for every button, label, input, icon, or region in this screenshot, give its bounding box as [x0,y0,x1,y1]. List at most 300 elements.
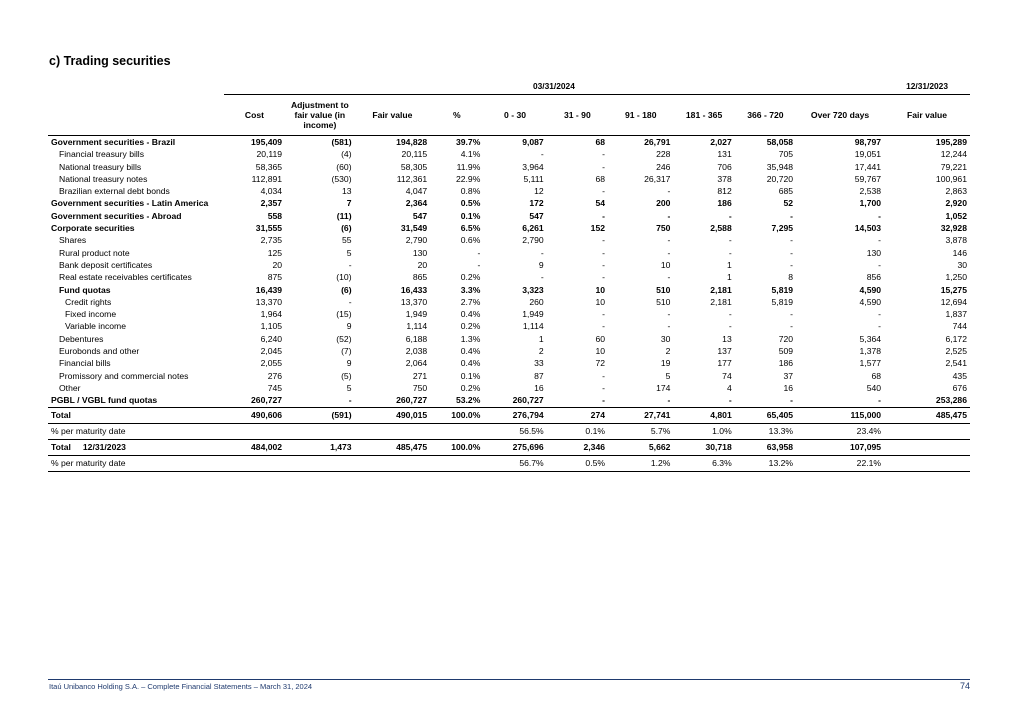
table-cell: - [878,210,882,221]
table-cell: 2,181 [710,284,732,295]
table-cell: - [602,382,606,393]
row-label: Fixed income [65,309,117,320]
table-cell: 19 [660,358,671,369]
table-cell: 0.1% [460,210,481,221]
table-cell: 1 [726,259,732,270]
table-cell: 131 [717,149,732,160]
table-cell: (530) [331,173,352,184]
row-label: Government securities - Abroad [51,210,182,221]
table-cell: 59,767 [854,173,882,184]
table-cell: 720 [778,333,794,344]
table-cell: 55 [342,235,352,246]
table-cell: - [540,149,544,160]
table-cell: 12,694 [940,296,967,307]
table-cell: - [667,247,671,258]
table-cell: 275,696 [483,439,546,455]
table-cell: 6,188 [405,333,428,344]
footer-text: Itaú Unibanco Holding S.A. – Complete Financial Statements – March 31, 2024 [49,682,313,691]
table-cell: 100.0% [430,407,483,423]
table-cell: 13.2% [735,455,796,471]
period-prior-header: 12/31/2023 [884,79,970,95]
column-header: Fair value [355,95,431,136]
table-cell: 435 [952,370,967,381]
table-cell: - [667,395,671,406]
column-header: Fair value [884,95,970,136]
table-cell: 0.4% [460,309,481,320]
table-cell: (4) [341,149,352,160]
table-cell: - [878,235,882,246]
table-row [48,345,970,357]
table-cell: (10) [336,272,352,283]
table-cell: 7,295 [771,223,794,234]
table-cell: 10 [595,296,606,307]
table-cell [355,423,431,439]
table-row [48,185,970,197]
table-cell: 0.1% [547,423,608,439]
table-cell: 16 [534,382,544,393]
table-cell [224,455,285,471]
table-cell: 2,863 [945,186,967,197]
table-cell: 705 [778,149,794,160]
table-cell: 0.1% [460,370,481,381]
table-cell: 98,797 [796,136,884,149]
table-cell: (52) [336,333,352,344]
table-cell: - [602,247,606,258]
table-cell: 485,475 [355,439,431,455]
table-cell: - [790,309,794,320]
table-cell: 260,727 [512,395,544,406]
table-cell: 56.5% [483,423,546,439]
table-cell: 8 [788,272,794,283]
table-row [48,370,970,382]
column-header: Adjustment to fair value (in income) [285,95,354,136]
table-cell: 2,064 [405,358,428,369]
table-cell: 152 [590,223,606,234]
table-cell: 26,317 [644,173,671,184]
table-cell: 63,958 [735,439,796,455]
table-cell: 2 [665,346,671,357]
table-cell: - [667,309,671,320]
table-cell: 60 [595,333,606,344]
table-cell: 260,727 [396,395,428,406]
table-cell [884,423,970,439]
table-cell: 9 [538,259,544,270]
table-cell: 490,606 [224,407,285,423]
table-cell: 5.7% [608,423,673,439]
table-cell: 685 [778,186,794,197]
table-cell: 56.7% [483,455,546,471]
table-row [48,136,970,149]
table-cell: - [878,321,882,332]
table-cell: 1,052 [945,210,967,221]
table-cell: 13.3% [735,423,796,439]
table-cell: 246 [656,161,671,172]
table-cell: 2,790 [405,235,428,246]
table-cell: 1,837 [945,309,967,320]
table-cell: 10 [595,284,606,295]
table-cell: 3,878 [945,235,967,246]
table-cell: 3.3% [460,284,481,295]
table-cell: 195,289 [884,136,970,149]
table-cell: 5,111 [523,173,544,184]
table-cell: - [790,321,794,332]
table-row [48,247,970,259]
table-row [48,271,970,283]
table-cell: 812 [717,186,732,197]
column-header: 366 - 720 [735,95,796,136]
table-row [48,234,970,246]
table-cell: 2 [538,346,544,357]
table-cell: 186 [778,358,794,369]
table-cell: 547 [412,210,428,221]
column-header: 31 - 90 [547,95,608,136]
table-cell: 195,409 [224,136,285,149]
pct-maturity-prior-row [48,455,970,471]
table-cell: 31,549 [400,223,428,234]
row-label: Total [48,407,224,423]
table-cell: 2,538 [859,186,882,197]
table-cell: 30,718 [673,439,734,455]
table-cell: - [602,370,606,381]
table-cell: 1,378 [859,346,882,357]
table-cell: - [667,235,671,246]
table-cell: 58,305 [400,161,428,172]
table-cell: 5 [346,382,352,393]
table-cell [430,455,483,471]
table-cell: - [728,321,732,332]
table-cell: - [348,296,352,307]
column-header: % [430,95,483,136]
table-cell: 10 [595,346,606,357]
table-cell: 0.4% [460,358,481,369]
section-title: c) Trading securities [49,54,171,68]
table-cell: - [790,210,794,221]
table-cell: 484,002 [224,439,285,455]
row-label: Bank deposit certificates [59,259,153,270]
column-header: 91 - 180 [608,95,673,136]
period-current-header: 03/31/2024 [224,79,884,95]
table-cell: 130 [412,247,428,258]
table-cell: 58,058 [735,136,796,149]
table-cell: 1.0% [673,423,734,439]
table-row [48,210,970,222]
table-row [48,357,970,369]
table-cell: - [667,186,671,197]
table-cell: (5) [341,370,352,381]
table-cell: 9 [346,358,352,369]
table-cell: 68 [871,370,882,381]
table-cell [285,455,354,471]
table-cell: 16,433 [400,284,428,295]
table-cell: 2,038 [405,346,428,357]
table-cell: 146 [952,247,967,258]
table-cell: 2,920 [945,198,967,209]
table-cell: - [878,395,882,406]
row-label: Shares [59,235,87,246]
table-cell: 856 [866,272,882,283]
table-cell [224,423,285,439]
table-cell: 53.2% [455,395,481,406]
table-cell: 750 [412,382,428,393]
table-cell: 54 [595,198,606,209]
table-cell: 35,948 [766,161,794,172]
table-row [48,222,970,234]
row-label-date: 12/31/2023 [82,441,126,452]
table-cell: - [602,210,606,221]
table-cell: 19,051 [854,149,882,160]
table-cell: 5,819 [771,296,794,307]
table-cell: 6,261 [522,223,544,234]
table-cell: 706 [717,161,732,172]
table-cell: 0.6% [460,235,481,246]
table-cell: - [728,247,732,258]
table-cell: 174 [656,382,671,393]
column-header: Over 720 days [796,95,884,136]
table-cell: (7) [341,346,352,357]
table-cell: 200 [656,198,671,209]
table-cell: 16,439 [255,284,283,295]
table-cell: 1,114 [522,321,544,332]
row-label-text: Total [51,441,71,452]
table-cell: 274 [547,407,608,423]
row-label: Brazilian external debt bonds [59,186,170,197]
table-cell: 14,503 [854,223,882,234]
table-cell: - [602,321,606,332]
table-cell: 1,964 [260,309,283,320]
row-label: % per maturity date [48,423,224,439]
table-cell: - [878,259,882,270]
table-cell: 65,405 [735,407,796,423]
table-cell: - [878,309,882,320]
table-cell: 1,250 [945,272,967,283]
table-cell: - [667,272,671,283]
table-cell: 52 [783,198,794,209]
row-label: Variable income [65,321,126,332]
table-cell: 30 [660,333,671,344]
row-label: Government securities - Brazil [48,136,224,149]
table-cell: - [728,309,732,320]
table-cell: 1,473 [285,439,354,455]
table-cell: 2,364 [405,198,428,209]
table-cell: 9,087 [483,136,546,149]
table-cell: - [540,272,544,283]
table-cell: 2,346 [547,439,608,455]
table-cell: 20,119 [256,149,283,160]
table-cell: 5,364 [859,333,882,344]
table-cell: 1.3% [460,333,481,344]
table-cell: - [790,247,794,258]
table-cell: 5,819 [771,284,794,295]
table-cell: 260,727 [251,395,283,406]
table-cell: 68 [595,173,606,184]
table-row [48,284,970,296]
table-cell: - [602,235,606,246]
row-label: Financial bills [59,358,111,369]
table-cell: 1,949 [522,309,544,320]
table-cell: 2,541 [945,358,967,369]
table-cell: 0.8% [460,186,481,197]
table-cell: 1.2% [608,455,673,471]
table-row [48,308,970,320]
table-cell: 15,275 [940,284,967,295]
row-label: National treasury notes [59,173,148,184]
table-cell [884,439,970,455]
row-label: Rural product note [59,247,130,258]
table-cell: (581) [285,136,354,149]
trading-securities-table [48,79,970,472]
table-cell: 6.5% [460,223,481,234]
table-cell: 2,357 [260,198,283,209]
table-cell: 5,662 [608,439,673,455]
table-cell [430,423,483,439]
table-cell: 9 [346,321,352,332]
row-label: Credit rights [65,296,112,307]
row-label [48,439,224,455]
table-cell: 27,741 [608,407,673,423]
table-cell: 16 [783,382,794,393]
table-cell: - [790,395,794,406]
table-cell: 20 [272,259,283,270]
table-cell: 125 [267,247,283,258]
table-cell: 558 [267,210,283,221]
table-cell: 6.3% [673,455,734,471]
table-cell: 12 [534,186,544,197]
table-row [48,197,970,209]
table-cell: 2,055 [260,358,283,369]
table-cell: 186 [717,198,732,209]
table-cell: 26,791 [608,136,673,149]
table-cell: - [728,395,732,406]
table-cell: 12,244 [940,149,967,160]
column-header: 181 - 365 [673,95,734,136]
column-header: Cost [224,95,285,136]
table-cell: 276 [267,370,283,381]
table-row [48,173,970,185]
table-cell: 58,365 [255,161,283,172]
table-cell: 2.7% [460,296,481,307]
table-cell: (591) [285,407,354,423]
table-cell: 37 [783,370,794,381]
table-cell: 39.7% [430,136,483,149]
table-cell: 4,590 [859,284,882,295]
table-cell: 79,221 [940,161,967,172]
table-row [48,161,970,173]
table-cell: 6,172 [945,333,967,344]
table-cell: - [728,235,732,246]
table-row [48,394,970,407]
table-cell: 0.5% [460,198,481,209]
table-cell: 4,590 [859,296,882,307]
table-cell: 172 [529,198,544,209]
row-label: % per maturity date [48,455,224,471]
table-row [48,320,970,332]
table-cell: 7 [346,198,352,209]
table-cell: 137 [717,346,732,357]
table-cell: 30 [957,259,967,270]
period-header-row [48,79,970,95]
table-cell: 31,555 [255,223,283,234]
table-cell: 875 [267,272,283,283]
table-cell: 1 [726,272,732,283]
table-cell: (11) [336,210,352,221]
table-cell: 20 [417,259,428,270]
table-cell: 1,577 [859,358,882,369]
table-cell: 3,323 [522,284,544,295]
table-cell: 87 [534,370,544,381]
table-cell: (6) [341,284,352,295]
row-label: Real estate receivables certificates [59,272,192,283]
table-cell: 1,949 [405,309,428,320]
table-row [48,333,970,345]
table-cell: 2,525 [945,346,967,357]
table-cell: - [348,259,352,270]
table-cell: 5 [665,370,671,381]
table-cell: 20,720 [766,173,794,184]
table-cell: 547 [529,210,544,221]
row-label: Financial treasury bills [59,149,145,160]
row-label: Government securities - Latin America [51,198,209,209]
table-cell: 0.4% [460,346,481,357]
table-cell: 107,095 [796,439,884,455]
table-cell: 20,115 [401,149,428,160]
table-cell: 510 [656,284,671,295]
table-cell: 540 [866,382,882,393]
table-cell: 4,034 [260,186,283,197]
table-cell: 490,015 [355,407,431,423]
table-cell: 2,735 [260,235,283,246]
table-cell: 1 [538,333,544,344]
row-label: Other [59,382,81,393]
table-cell: 4,801 [673,407,734,423]
table-cell: 3,964 [522,161,544,172]
row-label: National treasury bills [59,161,142,172]
table-cell: 271 [412,370,428,381]
table-cell: 13 [722,333,732,344]
table-cell: 0.2% [460,382,481,393]
table-cell: 72 [595,358,606,369]
table-cell: 1,105 [260,321,283,332]
table-cell: 22.9% [455,173,481,184]
table-cell: 0.2% [460,272,481,283]
table-cell: 276,794 [483,407,546,423]
table-cell: 1,114 [406,321,428,332]
table-row [48,382,970,394]
table-cell: (60) [336,161,352,172]
table-cell: - [790,259,794,270]
table-cell: 4.1% [460,149,481,160]
table-cell: 745 [267,382,283,393]
column-header: 0 - 30 [483,95,546,136]
table-cell: 228 [656,149,671,160]
table-cell: - [790,235,794,246]
table-cell: - [602,272,606,283]
table-cell: 253,286 [935,395,967,406]
table-cell: - [477,259,481,270]
table-cell: 11.9% [456,161,481,172]
table-cell: 10 [660,259,671,270]
table-cell: 2,181 [710,296,732,307]
table-cell: - [348,395,352,406]
table-cell: 510 [656,296,671,307]
table-cell: - [728,210,732,221]
table-cell: (15) [336,309,352,320]
table-cell: 194,828 [355,136,431,149]
table-cell: 2,790 [522,235,544,246]
table-cell: 0.5% [547,455,608,471]
table-cell: 2,588 [710,223,732,234]
table-cell: 2,027 [673,136,734,149]
table-cell: 33 [534,358,544,369]
